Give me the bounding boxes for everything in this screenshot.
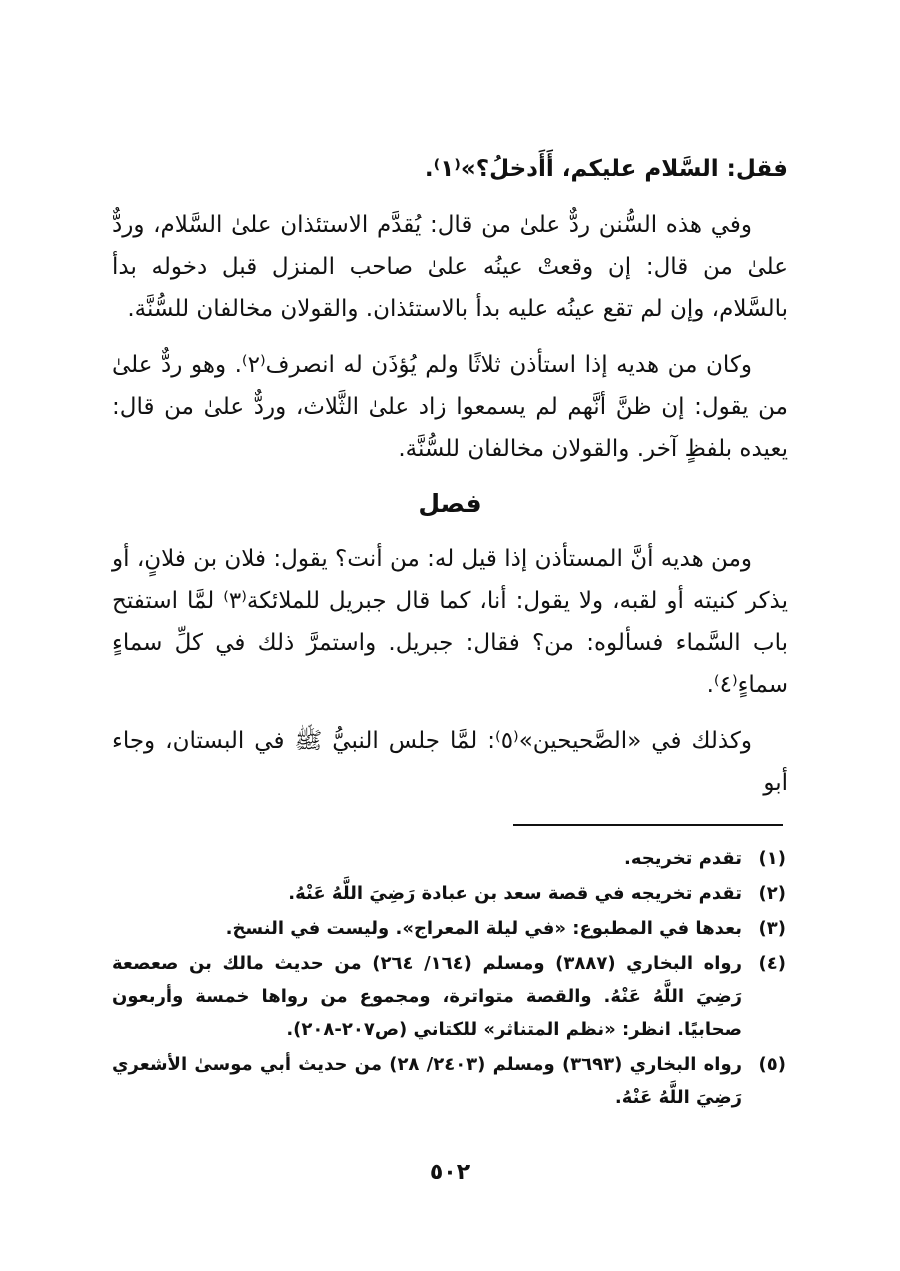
footnote-item (112, 912, 786, 945)
footnote-item (112, 1048, 786, 1114)
footnote-text: رواه البخاري (٣٦٩٣) ومسلم (٢٤٠٣/ ٢٨) من حديث أبي موسىٰ الأشعري رَضِيَ اللَّهُ عَنْهُ. (112, 1054, 742, 1108)
footnotes (112, 842, 786, 1116)
main-text (112, 148, 788, 818)
paragraph-4: ومن هديه أنَّ المستأذن إذا قيل له: من أنت؟ يقول: فلان بن فلانٍ، أو يذكر كنيته أو لقبه، ولا يقول: أنا، كما قال جبريل للملائكة⁽٣⁾ لمَّا استفتح باب السَّماء فسألوه: من؟ فقال: جبريل. واستمرَّ ذلك في كلِّ سماءٍ سماءٍ⁽٤⁾. (112, 546, 788, 698)
footnote-number: (٢) (758, 883, 786, 904)
footnote-item (112, 842, 786, 875)
footnote-number: (٥) (758, 1054, 786, 1075)
footnote-text: رواه البخاري (٣٨٨٧) ومسلم (١٦٤/ ٢٦٤) من حديث مالك بن صعصعة رَضِيَ اللَّهُ عَنْهُ. والقصة متواترة، ومجموع من رواها خمسة وأربعون صحابيًا. انظر: «نظم المتناثر» للكتاني (ص٢٠٧-٢٠٨). (112, 953, 742, 1040)
paragraph-5: وكذلك في «الصَّحيحين»⁽٥⁾: لمَّا جلس النبيُّ ﷺ في البستان، وجاء أبو (112, 728, 788, 796)
footnote-item (112, 947, 786, 1046)
footnote-text: تقدم تخريجه. (624, 848, 742, 869)
footnote-separator (513, 824, 783, 826)
footnote-number: (١) (758, 848, 786, 869)
paragraph-2: وفي هذه السُّنن ردٌّ علىٰ من قال: يُقدَّم الاستئذان علىٰ السَّلام، وردٌّ علىٰ من قال: إن وقعتْ عينُه علىٰ صاحب المنزل قبل دخوله بدأ بالسَّلام، وإن لم تقع عينُه عليه بدأ بالاستئذان. والقولان مخالفان للسُّنَّة. (112, 212, 788, 322)
paragraph-3: وكان من هديه إذا استأذن ثلاثًا ولم يُؤذَن له انصرف⁽٢⁾. وهو ردٌّ علىٰ من يقول: إن ظنَّ أنَّهم لم يسمعوا زاد علىٰ الثَّلاث، وردٌّ علىٰ من قال: يعيده بلفظٍ آخر. والقولان مخالفان للسُّنَّة. (112, 352, 788, 462)
page-number: ٥٠٢ (429, 1160, 471, 1185)
footnote-text: بعدها في المطبوع: «في ليلة المعراج». وليست في النسخ. (225, 918, 742, 939)
footnote-text: تقدم تخريجه في قصة سعد بن عبادة رَضِيَ اللَّهُ عَنْهُ. (288, 883, 742, 904)
footnote-number: (٤) (758, 953, 786, 974)
footnote-number: (٣) (758, 918, 786, 939)
paragraph-1: فقل: السَّلام عليكم، أَأَدخلُ؟»⁽١⁾. (424, 156, 788, 182)
footnote-item (112, 877, 786, 910)
section-heading: فصل (418, 489, 482, 518)
